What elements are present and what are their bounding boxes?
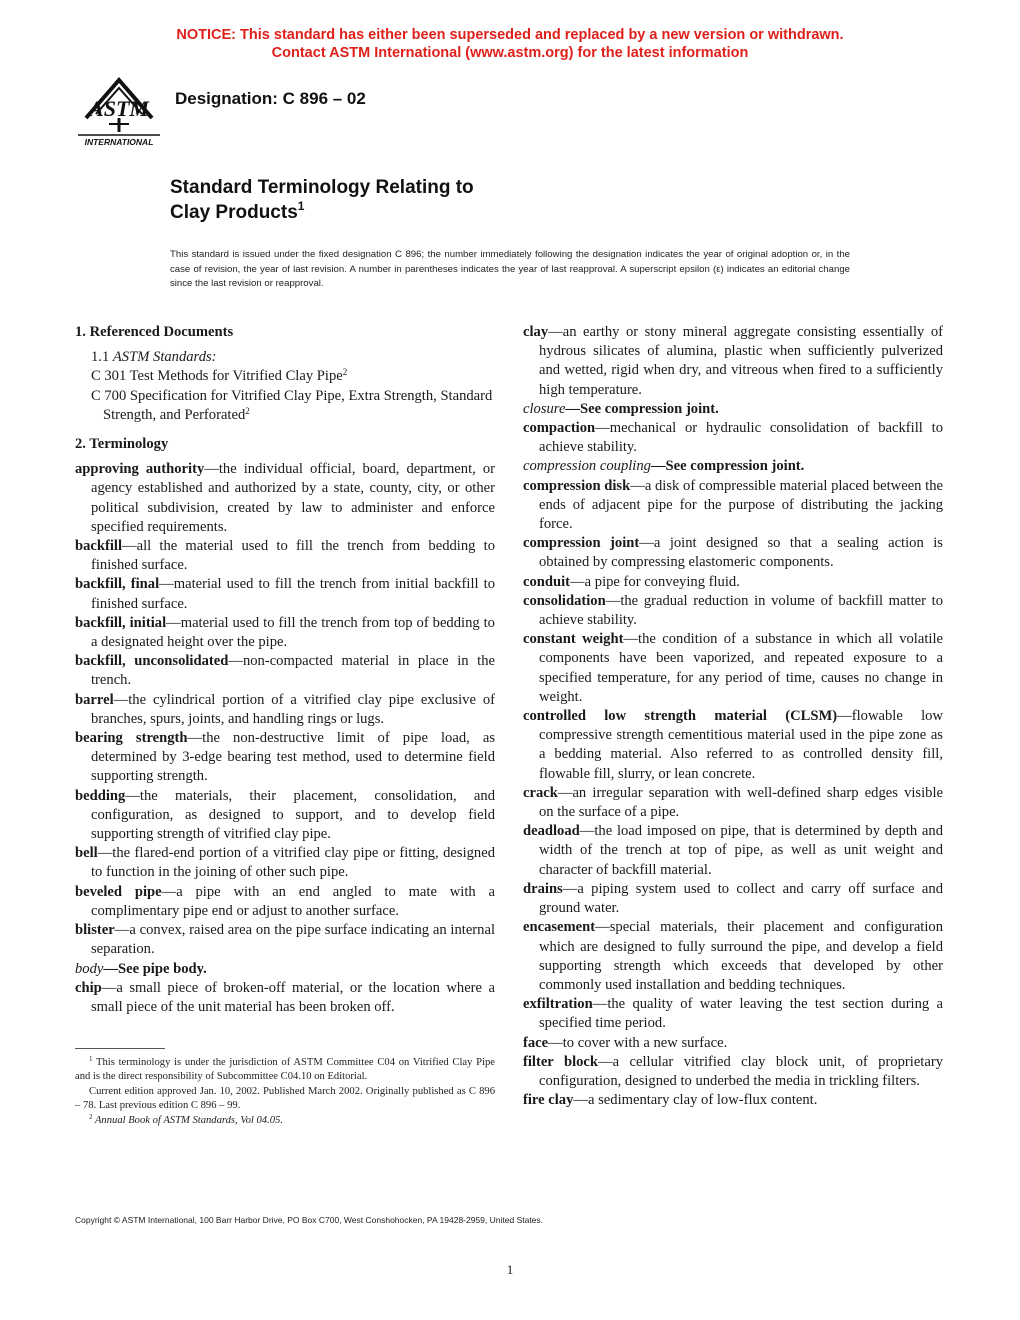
term-see-reference: —See pipe body. <box>103 960 207 977</box>
term-definition: —a disk of compressible material placed between the ends of adjacent pipe for the purpose of distributing the jacking force. <box>539 477 943 533</box>
term-definition: —a pipe for conveying fluid. <box>570 573 740 590</box>
reference-item <box>75 367 495 386</box>
terms-list-left <box>75 460 495 1017</box>
term-entry <box>523 995 943 1033</box>
term-name: compression joint <box>523 535 640 552</box>
page-title <box>170 175 474 225</box>
terms-list-right <box>523 323 943 1110</box>
term-entry <box>523 1091 943 1110</box>
term-entry <box>75 537 495 575</box>
reference-footnote-mark: 2 <box>245 405 250 416</box>
term-entry <box>523 323 943 400</box>
term-definition: —the gradual reduction in volume of backfill matter to achieve stability. <box>539 592 943 629</box>
term-definition: —a joint designed so that a sealing action is obtained by compressing elastomeric components. <box>539 535 943 571</box>
term-name: bearing strength <box>75 730 188 747</box>
title-line-1: Standard Terminology Relating to <box>170 177 474 198</box>
issued-note: This standard is issued under the fixed designation C 896; the number immediately following the designation indicates the year of original adoption or, in the case of revision, the year of last revision. A number in parentheses indicates the year of last reapproval. A superscript epsilon (ε) indicates an editorial change since the last revision or reapproval. <box>170 249 850 289</box>
term-entry <box>523 592 943 630</box>
term-name: encasement <box>523 919 596 936</box>
term-definition: —non-compacted material in place in the trench. <box>91 653 496 689</box>
term-name: filter block <box>523 1053 599 1070</box>
left-column <box>75 323 495 1017</box>
term-entry <box>75 960 495 979</box>
term-name: compaction <box>523 420 596 437</box>
reference-item <box>75 387 495 425</box>
term-name: backfill <box>75 538 123 555</box>
term-definition: —a cellular vitrified clay block unit, of proprietary configuration, designed to underbed the media in trickling filters. <box>539 1053 943 1089</box>
term-definition: —the cylindrical portion of a vitrified clay pipe exclusive of branches, spurs, joints, and handling rings or lugs. <box>91 691 495 727</box>
term-definition: —to cover with a new surface. <box>548 1034 728 1051</box>
term-definition: —material used to fill the trench from initial backfill to finished surface. <box>91 576 495 612</box>
reference-footnote-mark: 2 <box>342 367 348 378</box>
term-definition: —the individual official, board, department, or agency established and authorized by a state, county, city, or other political subdivision, created by law to administer and enforce specified requirements. <box>91 461 495 535</box>
term-entry <box>523 534 943 572</box>
term-name: bedding <box>75 787 126 804</box>
term-definition: —special materials, their placement and configuration which are designed to fully surround the pipe, and develop a field supporting strength which exceeds that developed by other commonly used installation and bedding techniques. <box>539 919 943 993</box>
footnote-divider <box>75 1048 165 1049</box>
title-footnote-mark: 1 <box>297 199 305 213</box>
term-definition: —a convex, raised area on the pipe surface indicating an internal separation. <box>91 922 495 958</box>
term-entry <box>75 614 495 652</box>
notice-line-2: Contact ASTM International (www.astm.org) for the latest information <box>271 45 749 61</box>
term-definition: —material used to fill the trench from top of bedding to a designated height over the pipe. <box>91 614 495 651</box>
footnote <box>75 1056 495 1085</box>
section-1-heading: 1. Referenced Documents <box>75 324 234 340</box>
reference-text: C 301 Test Methods for Vitrified Clay Pipe <box>91 368 343 385</box>
reference-list <box>75 367 495 425</box>
title-line-2: Clay Products <box>170 202 298 223</box>
term-entry <box>523 822 943 880</box>
term-entry <box>523 573 943 592</box>
term-entry <box>75 652 495 690</box>
term-name: blister <box>75 922 115 939</box>
term-see-reference: —See compression joint. <box>565 400 719 417</box>
term-entry <box>75 691 495 729</box>
term-entry <box>523 1034 943 1053</box>
term-entry <box>523 400 943 419</box>
term-name: barrel <box>75 691 114 708</box>
term-definition: —the flared-end portion of a vitrified clay pipe or fitting, designed to function in the joining of other such pipe. <box>91 845 495 881</box>
term-definition: —an irregular separation with well-defined sharp edges visible on the surface of a pipe. <box>539 784 943 821</box>
term-entry <box>75 921 495 959</box>
term-entry <box>523 707 943 784</box>
term-name: face <box>523 1034 549 1051</box>
subsection-number: 1.1 <box>91 349 113 366</box>
term-entry <box>75 844 495 882</box>
term-name: constant weight <box>523 631 624 648</box>
term-name: deadload <box>523 823 580 840</box>
term-definition: —a piping system used to collect and carry off surface and ground water. <box>539 880 943 917</box>
term-name: body <box>75 960 104 977</box>
term-see-reference: —See compression joint. <box>650 458 805 475</box>
term-name: fire clay <box>523 1092 574 1109</box>
footnote-text: Annual Book of ASTM Standards, Vol 04.05. <box>92 1114 283 1126</box>
term-name: clay <box>523 324 549 340</box>
term-name: controlled low strength material (CLSM) <box>523 708 838 725</box>
term-name: backfill, final <box>75 576 160 593</box>
footnote <box>75 1114 495 1128</box>
term-entry <box>75 729 495 787</box>
section-1-1 <box>75 348 495 367</box>
term-entry <box>523 457 943 476</box>
notice-line-1: NOTICE: This standard has either been superseded and replaced by a new version or withdrawn. <box>176 27 844 43</box>
footnotes <box>75 1056 495 1128</box>
term-name: conduit <box>523 573 571 590</box>
svg-text:ASTM: ASTM <box>89 96 149 121</box>
reference-text: C 700 Specification for Vitrified Clay Pipe, Extra Strength, Standard Strength, and Perforated <box>91 387 493 423</box>
term-entry <box>523 784 943 822</box>
notice-banner <box>0 26 1020 62</box>
term-name: closure <box>523 400 566 417</box>
section-2-heading: 2. Terminology <box>75 436 169 453</box>
footnote-text: Current edition approved Jan. 10, 2002. Published March 2002. Originally published as C 896 – 78. Last previous edition C 896 – 99. <box>75 1085 495 1112</box>
term-name: compression coupling <box>523 458 651 475</box>
subsection-label: ASTM Standards: <box>112 349 217 366</box>
logo-text: INTERNATIONAL <box>84 137 154 147</box>
footnote-mark: 1 <box>89 1055 93 1063</box>
term-entry <box>75 883 495 921</box>
term-entry <box>75 979 495 1017</box>
term-definition: —an earthy or stony mineral aggregate consisting essentially of hydrous silicates of alumina, plastic when sufficiently pulverized and wetted, rigid when dry, and vitreous when fired to a sufficiently high temperature. <box>539 324 943 398</box>
term-entry <box>523 1053 943 1091</box>
term-entry <box>523 630 943 707</box>
term-definition: —the materials, their placement, consolidation, and configuration, as designed to support, and to develop field supporting strength of vitrified clay pipe. <box>91 787 495 843</box>
term-name: compression disk <box>523 477 631 494</box>
astm-logo-icon <box>76 74 162 150</box>
term-definition: —the condition of a substance in which all volatile components have been vaporized, and repeated exposure to a specified temperature, for any period of time, causes no change in weight. <box>539 631 943 705</box>
footnote-mark: 2 <box>89 1112 93 1121</box>
term-definition: —a small piece of broken-off material, or the location where a small piece of the unit material has been broken off. <box>91 979 495 1015</box>
right-column <box>523 323 943 1110</box>
footnote-text: This terminology is under the jurisdiction of ASTM Committee C04 on Vitrified Clay Pipe and is the direct responsibility of Subcommittee C04.10 on Editorial. <box>75 1057 495 1083</box>
term-definition: —a pipe with an end angled to mate with a complimentary pipe end or adjust to another surface. <box>91 883 496 919</box>
term-name: exfiltration <box>523 996 593 1013</box>
astm-logo <box>76 74 162 150</box>
term-definition: —the load imposed on pipe, that is determined by depth and width of the trench at top of pipe, as well as unit weight and character of backfill material. <box>539 823 943 878</box>
term-entry <box>523 419 943 457</box>
term-name: beveled pipe <box>75 883 162 900</box>
term-name: approving authority <box>75 461 205 478</box>
page-number: 1 <box>506 1262 514 1277</box>
term-definition: —all the material used to fill the trench from bedding to finished surface. <box>91 538 495 574</box>
copyright: Copyright © ASTM International, 100 Barr Harbor Drive, PO Box C700, West Conshohocken, PA 19428-2959, United States. <box>75 1215 544 1225</box>
term-definition: —flowable low compressive strength cementitious material used in the pipe zone as a bedding material. Also referred to as controlled density fill, flowable fill, slurry, or lean concrete. <box>539 708 943 782</box>
term-name: drains <box>523 880 563 897</box>
term-definition: —mechanical or hydraulic consolidation of backfill to achieve stability. <box>539 420 943 456</box>
term-entry <box>75 787 495 845</box>
term-name: backfill, initial <box>75 614 167 631</box>
term-definition: —the quality of water leaving the test section during a specified time period. <box>539 996 943 1032</box>
term-entry <box>75 460 495 537</box>
term-name: crack <box>523 784 558 801</box>
designation: Designation: C 896 – 02 <box>175 89 366 108</box>
term-name: bell <box>75 845 98 862</box>
term-definition: —the non-destructive limit of pipe load, as determined by 3-edge bearing test method, used to determine field supporting strength. <box>91 730 496 785</box>
term-entry <box>523 477 943 535</box>
term-entry <box>523 880 943 918</box>
term-entry <box>523 918 943 995</box>
footnote <box>75 1085 495 1114</box>
term-name: chip <box>75 979 102 996</box>
term-entry <box>75 575 495 613</box>
term-name: consolidation <box>523 592 606 609</box>
term-name: backfill, unconsolidated <box>75 653 229 670</box>
term-definition: —a sedimentary clay of low-flux content. <box>573 1092 818 1109</box>
